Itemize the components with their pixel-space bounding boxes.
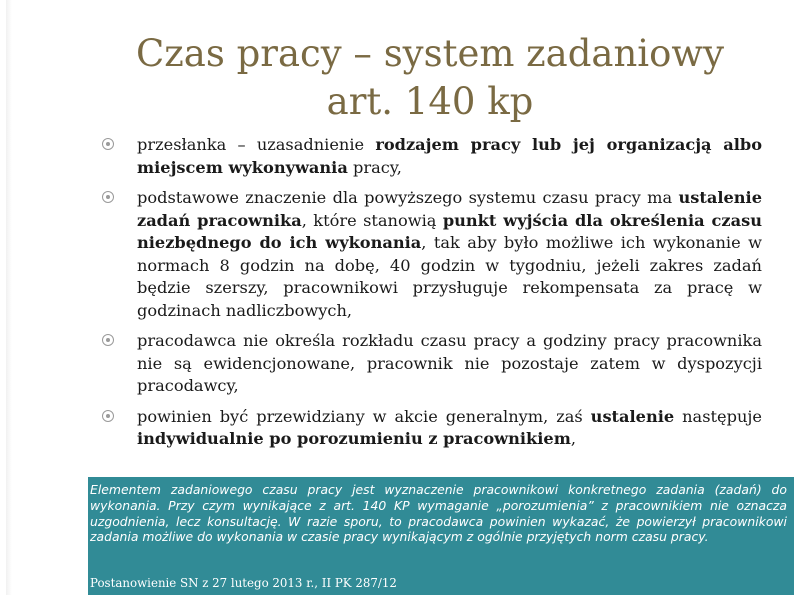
- slide-title: [110, 30, 750, 126]
- bullet-circle-icon: [102, 191, 114, 203]
- slide-frame-edge: [6, 0, 12, 595]
- bullet-circle-icon: [102, 334, 114, 346]
- bold-text: indywidualnie po porozumieniu z pracownikiem: [137, 429, 571, 448]
- bullet-item: przesłanka – uzasadnienie rodzajem pracy lub jej organizacją albo miejscem wykonywania pracy,: [137, 134, 762, 179]
- title-line-2: art. 140 kp: [326, 80, 534, 123]
- bold-text: rodzajem pracy lub jej organizacją albo miejscem wykonywania: [137, 135, 762, 177]
- quote-box: [88, 477, 794, 595]
- bullet-list: [137, 134, 762, 451]
- bold-text: ustalenie zadań pracownika: [137, 188, 762, 230]
- bullet-item: pracodawca nie określa rozkładu czasu pracy a godziny pracy pracownika nie są ewidencjonowane, pracownik nie pozostaje zatem w dyspozycji pracodawcy,: [137, 330, 762, 398]
- bullet-item: podstawowe znaczenie dla powyższego systemu czasu pracy ma ustalenie zadań pracownika, które stanowią punkt wyjścia dla określenia czasu niezbędnego do ich wykonania, tak aby było możliwe ich wykonanie w normach 8 godzin na dobę, 40 godzin w tygodniu, jeżeli zakres zadań będzie szerszy, pracownikowi przysługuje rekompensata za pracę w godzinach nadliczbowych,: [137, 187, 762, 322]
- bullet-circle-icon: [102, 410, 114, 422]
- title-line-1: Czas pracy – system zadaniowy: [136, 32, 724, 75]
- quote-source: Postanowienie SN z 27 lutego 2013 r., II PK 287/12: [90, 576, 397, 590]
- bold-text: ustalenie: [590, 406, 675, 426]
- bullet-circle-icon: [102, 138, 114, 150]
- quote-text: Elementem zadaniowego czasu pracy jest wyznaczenie pracownikowi konkretnego zadania (zadań) do wykonania. Przy czym wynikające z art. 140 KP wymaganie „porozumienia” z pracownikiem nie oznacza uzgodnienia, lecz konsultację. W razie sporu, to pracodawca powinien wykazać, że powierzył pracownikowi zadania możliwe do wykonania w czasie pracy wynikającym z ogólnie przyjętych norm czasu pracy.: [90, 482, 787, 545]
- bold-text: punkt wyjścia dla określenia czasu niezbędnego do ich wykonania: [137, 210, 762, 252]
- bullet-item: powinien być przewidziany w akcie generalnym, zaś ustalenie następuje indywidualnie po porozumieniu z pracownikiem,: [137, 406, 762, 451]
